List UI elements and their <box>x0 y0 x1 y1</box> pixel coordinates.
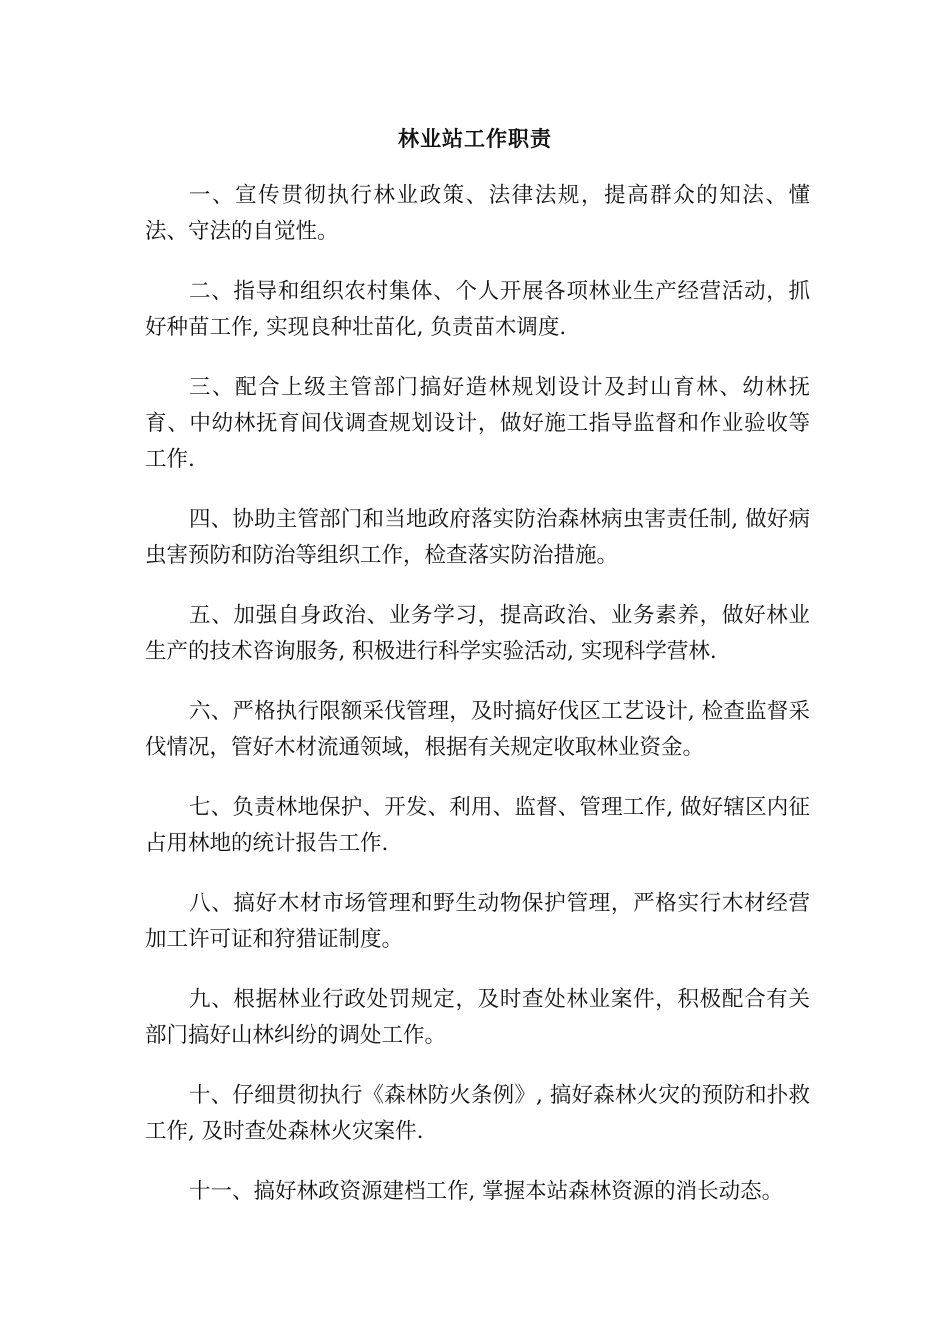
paragraph-5: 五、加强自身政治、业务学习，提高政治、业务素养，做好林业生产的技术咨询服务, 积极进行科学实验活动, 实现科学营林. <box>145 603 810 664</box>
paragraph-7: 七、负责林地保护、开发、利用、监督、管理工作, 做好辖区内征占用林地的统计报告工作. <box>145 795 810 856</box>
paragraph-1: 一、宣传贯彻执行林业政策、法律法规，提高群众的知法、懂法、守法的自觉性。 <box>145 183 810 244</box>
paragraph-6: 六、严格执行限额采伐管理，及时搞好伐区工艺设计, 检查监督采伐情况，管好木材流通领域，根据有关规定收取林业资金。 <box>145 699 810 760</box>
paragraph-2: 二、指导和组织农村集体、个人开展各项林业生产经营活动，抓好种苗工作, 实现良种壮苗化, 负责苗木调度. <box>145 279 810 340</box>
paragraph-4: 四、协助主管部门和当地政府落实防治森林病虫害责任制, 做好病虫害预防和防治等组织工作，检查落实防治措施。 <box>145 507 810 568</box>
paragraph-11: 十一、搞好林政资源建档工作, 掌握本站森林资源的消长动态。 <box>189 1179 784 1204</box>
paragraph-9: 九、根据林业行政处罚规定，及时查处林业案件，积极配合有关部门搞好山林纠纷的调处工作。 <box>145 987 810 1048</box>
paragraph-8: 八、搞好木材市场管理和野生动物保护管理，严格实行木材经营加工许可证和狩猎证制度。 <box>145 891 810 952</box>
paragraph-10: 十、仔细贯彻执行《森林防火条例》, 搞好森林火灾的预防和扑救工作, 及时查处森林火灾案件. <box>145 1083 810 1144</box>
paragraph-3: 三、配合上级主管部门搞好造林规划设计及封山育林、幼林抚育、中幼林抚育间伐调查规划设计，做好施工指导监督和作业验收等工作. <box>145 375 810 472</box>
document-title: 林业站工作职责 <box>398 126 552 151</box>
